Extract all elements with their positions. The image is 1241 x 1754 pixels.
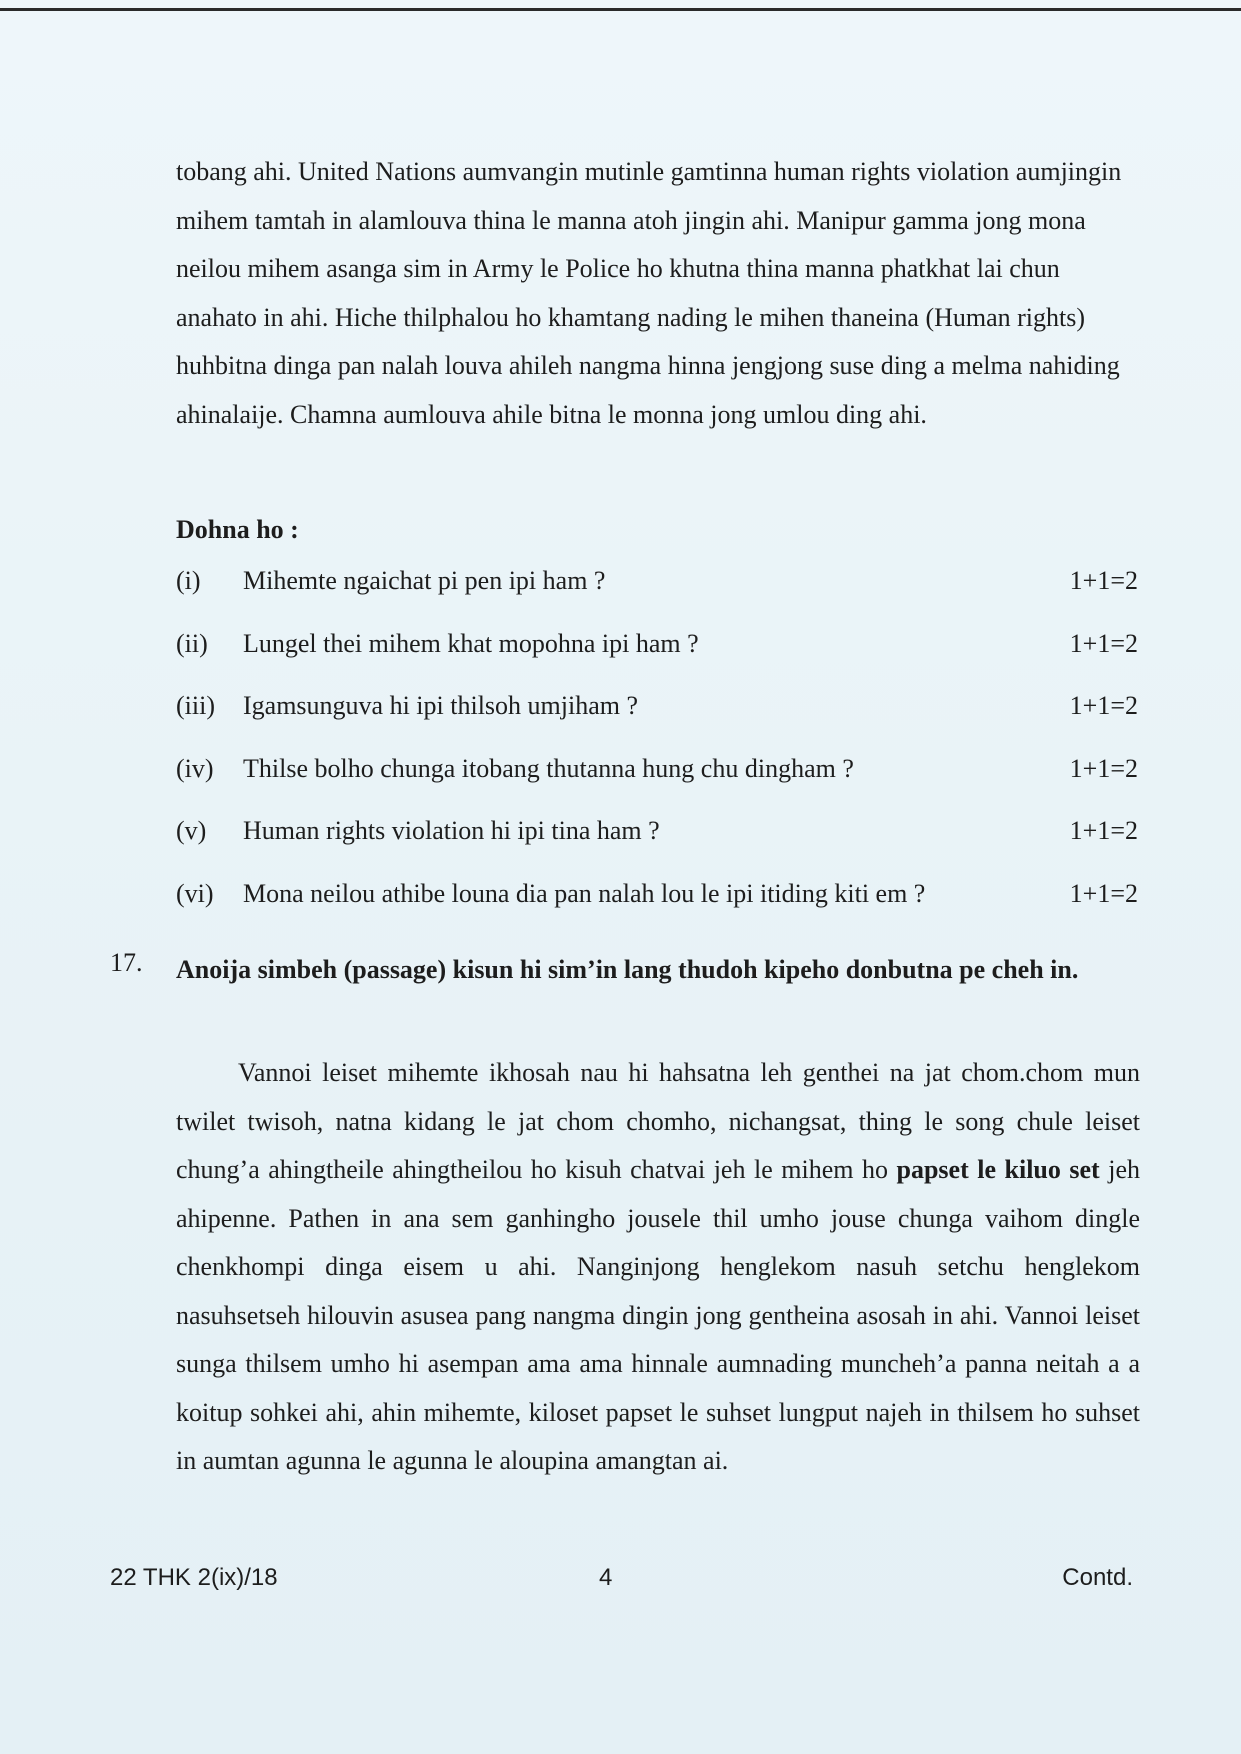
- continued-label: Contd.: [1062, 1564, 1133, 1591]
- question-marks: 1+1=2: [1069, 628, 1138, 658]
- question-text: Mona neilou athibe louna dia pan nalah lou le ipi itiding kiti em ?: [243, 878, 926, 908]
- question-17-instruction: Anoija simbeh (passage) kisun hi sim’in lang thudoh kipeho donbutna pe cheh in.: [176, 955, 1079, 984]
- question-marks: 1+1=2: [1069, 816, 1138, 845]
- question-number: (ii): [176, 628, 208, 658]
- question-marks: 1+1=2: [1069, 566, 1138, 595]
- question-text: Thilse bolho chunga itobang thutanna hung chu dingham ?: [243, 753, 854, 783]
- question-number: (vi): [176, 878, 214, 908]
- question-item: [176, 879, 1138, 942]
- question-list: [176, 566, 1138, 941]
- question-item: [176, 754, 1138, 817]
- question-text: Mihemte ngaichat pi pen ipi ham ?: [243, 566, 606, 595]
- question-number: (iv): [176, 753, 214, 783]
- paper-code: 22 THK 2(ix)/18: [110, 1564, 278, 1591]
- passage-17-text-start: Vannoi leiset mihemte ikhosah nau hi hahsatna leh genthei na jat chom.chom mun twilet twisoh, natna kidang le jat chom chomho, nichangsat, thing le song chule leiset chung’a ahingtheile ahingtheilou ho kisuh chatvai jeh le mihem ho: [176, 1058, 1140, 1184]
- question-text: Igamsunguva hi ipi thilsoh umjiham ?: [243, 691, 639, 720]
- question-item: [176, 629, 1138, 692]
- question-text: Human rights violation hi ipi tina ham ?: [243, 816, 660, 845]
- questions-heading: Dohna ho :: [176, 515, 299, 544]
- passage-17-bold-phrase: papset le kiluo set: [896, 1155, 1100, 1184]
- question-text: Lungel thei mihem khat mopohna ipi ham ?: [243, 628, 699, 658]
- passage-17-text-end: jeh ahipenne. Pathen in ana sem ganhingho jousele thil umho jouse chunga vaihom dingle chenkhompi dinga eisem u ahi. Nanginjong henglekom nasuh setchu henglekom nasuhsetseh hilouvin asusea pang nangma dingin jong gentheina asosah in ahi. Vannoi leiset sunga thilsem umho hi asempan ama ama hinnale aumnading muncheh’a panna neitah a a koitup sohkei ahi, ahin mihemte, kiloset papset le suhset lungput najeh in thilsem ho suhset in aumtan agunna le agunna le aloupina amangtan ai.: [176, 1155, 1141, 1475]
- question-item: [176, 816, 1138, 879]
- question-item: [176, 691, 1138, 754]
- passage-continuation: tobang ahi. United Nations aumvangin mutinle gamtinna human rights violation aumjingin mihem tamtah in alamlouva thina le manna atoh jingin ahi. Manipur gamma jong mona neilou mihem asanga sim in Army le Police ho khutna thina manna phatkhat lai chun anahato in ahi. Hiche thilphalou ho khamtang nading le mihen thaneina (Human rights) huhbitna dinga pan nalah louva ahileh nangma hinna jengjong suse ding a melma nahiding ahinalaije. Chamna aumlouva ahile bitna le monna jong umlou ding ahi.: [176, 157, 1122, 429]
- question-number: (i): [176, 566, 201, 595]
- top-rule: [0, 8, 1241, 11]
- page-number: 4: [599, 1564, 613, 1591]
- question-number: (v): [176, 816, 207, 845]
- question-marks: 1+1=2: [1069, 878, 1138, 908]
- question-marks: 1+1=2: [1069, 691, 1138, 720]
- passage-17: [176, 1049, 1140, 1486]
- question-number: (iii): [176, 691, 215, 720]
- question-17-number: 17.: [110, 948, 143, 977]
- question-item: [176, 566, 1138, 629]
- question-marks: 1+1=2: [1069, 753, 1138, 783]
